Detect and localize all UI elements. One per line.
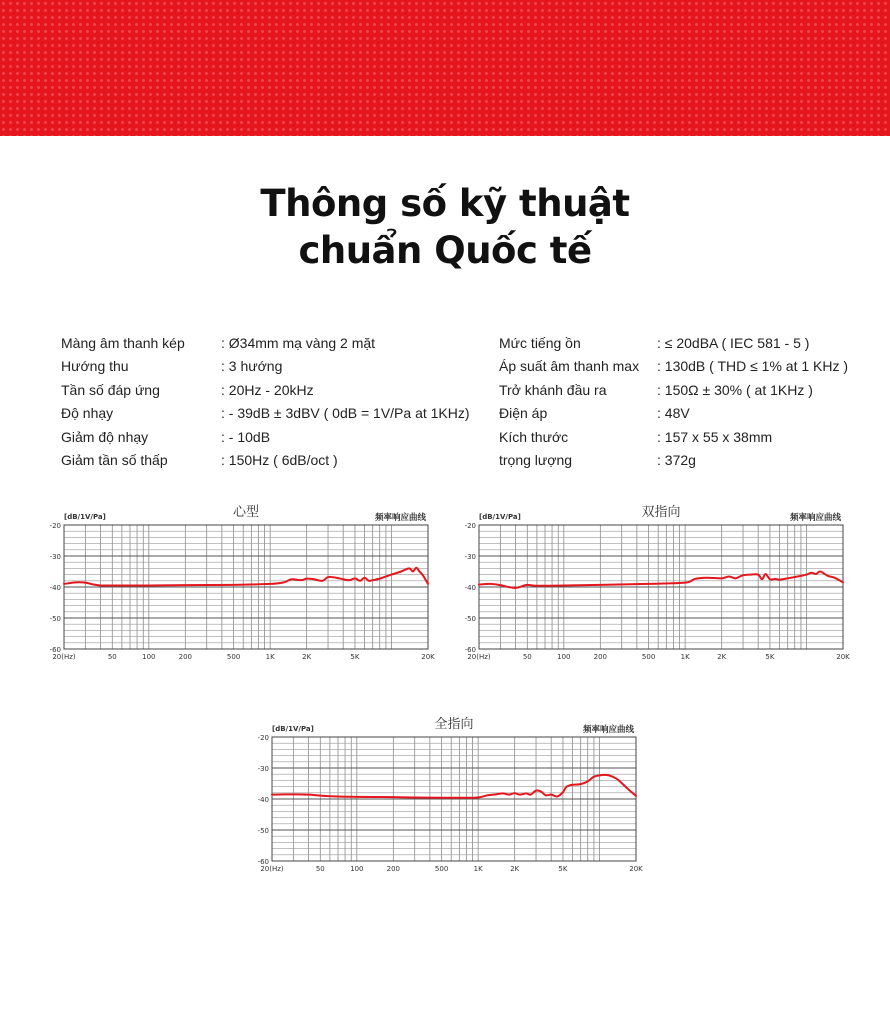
x-tick-label: 2K [717,653,727,661]
x-tick-label: 100 [350,865,364,873]
x-tick-label: 20K [421,653,435,661]
spec-label: Điện áp [499,405,548,422]
y-tick-label: -60 [49,646,61,654]
spec-label: Màng âm thanh kép [61,334,185,351]
spec-value: : 157 x 55 x 38mm [657,428,773,445]
x-tick-label: 5K [558,865,568,873]
x-tick-label: 20K [629,865,643,873]
x-tick-label: 1K [473,865,483,873]
y-tick-label: -50 [464,615,476,623]
spec-row [61,331,470,355]
spec-value: : 130dB ( THD ≤ 1% at 1 KHz ) [657,358,849,375]
spec-label: Độ nhạy [61,405,114,422]
chart-title: 双指向 [641,505,681,520]
figure-eight-frequency-response-chart [455,500,865,675]
x-tick-label: 100 [557,653,571,661]
x-tick-label: 100 [142,653,156,661]
spec-row [61,355,470,379]
spec-value: : 3 hướng [221,358,283,375]
spec-row [499,449,848,473]
y-tick-label: -50 [49,615,61,623]
chart-title: 全指向 [434,717,474,732]
y-tick-label: -40 [49,584,61,592]
y-axis-label: [dB/1V/Pa] [479,513,521,521]
spec-label: Áp suất âm thanh max [499,358,640,375]
x-tick-label: 200 [593,653,608,661]
omnidirectional-frequency-response-chart [248,712,658,887]
chart-subtitle: 频率响应曲线 [582,725,634,735]
x-tick-label: 200 [386,865,401,873]
x-tick-label: 500 [434,865,449,873]
spec-value: : ≤ 20dBA ( IEC 581 - 5 ) [657,334,810,351]
x-tick-label: 20(Hz) [467,653,491,661]
x-tick-label: 1K [680,653,690,661]
spec-list-right [499,331,848,472]
x-tick-label: 500 [226,653,241,661]
spec-row [61,449,470,473]
spec-row [499,331,848,355]
spec-row [61,402,470,426]
spec-label: Tần số đáp ứng [61,381,160,398]
spec-row [61,378,470,402]
red-dotted-banner [0,0,890,136]
x-tick-label: 5K [350,653,360,661]
y-tick-label: -40 [464,584,476,592]
y-axis-label: [dB/1V/Pa] [64,513,106,521]
spec-list-left [61,331,470,472]
spec-label: Trở khánh đầu ra [499,381,607,398]
spec-value: : 372g [657,452,696,469]
spec-row [499,355,848,379]
spec-row [499,425,848,449]
spec-value: : 20Hz - 20kHz [221,381,314,398]
y-tick-label: -20 [257,734,269,742]
x-tick-label: 20(Hz) [260,865,284,873]
spec-row [499,378,848,402]
frequency-response-line [479,571,843,587]
x-tick-label: 50 [107,653,117,661]
chart-subtitle: 频率响应曲线 [374,513,426,523]
y-tick-label: -30 [49,553,61,561]
y-tick-label: -20 [49,522,61,530]
x-tick-label: 500 [641,653,656,661]
y-tick-label: -60 [464,646,476,654]
y-tick-label: -30 [257,765,269,773]
page-title [0,180,890,274]
page-title-line-2: chuẩn Quốc tế [298,229,592,272]
x-tick-label: 50 [315,865,325,873]
x-tick-label: 50 [522,653,532,661]
y-tick-label: -30 [464,553,476,561]
x-tick-label: 200 [178,653,193,661]
spec-value: : 150Ω ± 30% ( at 1KHz ) [657,381,813,398]
spec-row [499,402,848,426]
y-tick-label: -50 [257,827,269,835]
x-tick-label: 2K [302,653,312,661]
y-tick-label: -40 [257,796,269,804]
frequency-response-line [64,568,428,586]
page-title-line-1: Thông số kỹ thuật [260,182,630,225]
x-tick-label: 2K [510,865,520,873]
x-tick-label: 20(Hz) [52,653,76,661]
x-tick-label: 1K [265,653,275,661]
spec-value: : Ø34mm mạ vàng 2 mặt [221,334,376,351]
chart-title: 心型 [232,505,260,520]
spec-label: Kích thước [499,428,569,445]
spec-row [61,425,470,449]
spec-value: : 150Hz ( 6dB/oct ) [221,452,338,469]
spec-value: : - 10dB [221,428,271,445]
chart-subtitle: 频率响应曲线 [789,513,841,523]
spec-label: Hướng thu [61,358,129,375]
x-tick-label: 5K [765,653,775,661]
y-axis-label: [dB/1V/Pa] [272,725,314,733]
spec-value: : 48V [657,405,690,422]
spec-label: Giảm tần số thấp [61,452,168,469]
y-tick-label: -20 [464,522,476,530]
spec-label: Giảm độ nhạy [61,428,149,445]
spec-value: : - 39dB ± 3dBV ( 0dB = 1V/Pa at 1KHz) [221,405,470,422]
cardioid-frequency-response-chart [40,500,450,675]
spec-label: trọng lượng [499,452,573,469]
y-tick-label: -60 [257,858,269,866]
spec-label: Mức tiếng ồn [499,334,581,351]
x-tick-label: 20K [836,653,850,661]
